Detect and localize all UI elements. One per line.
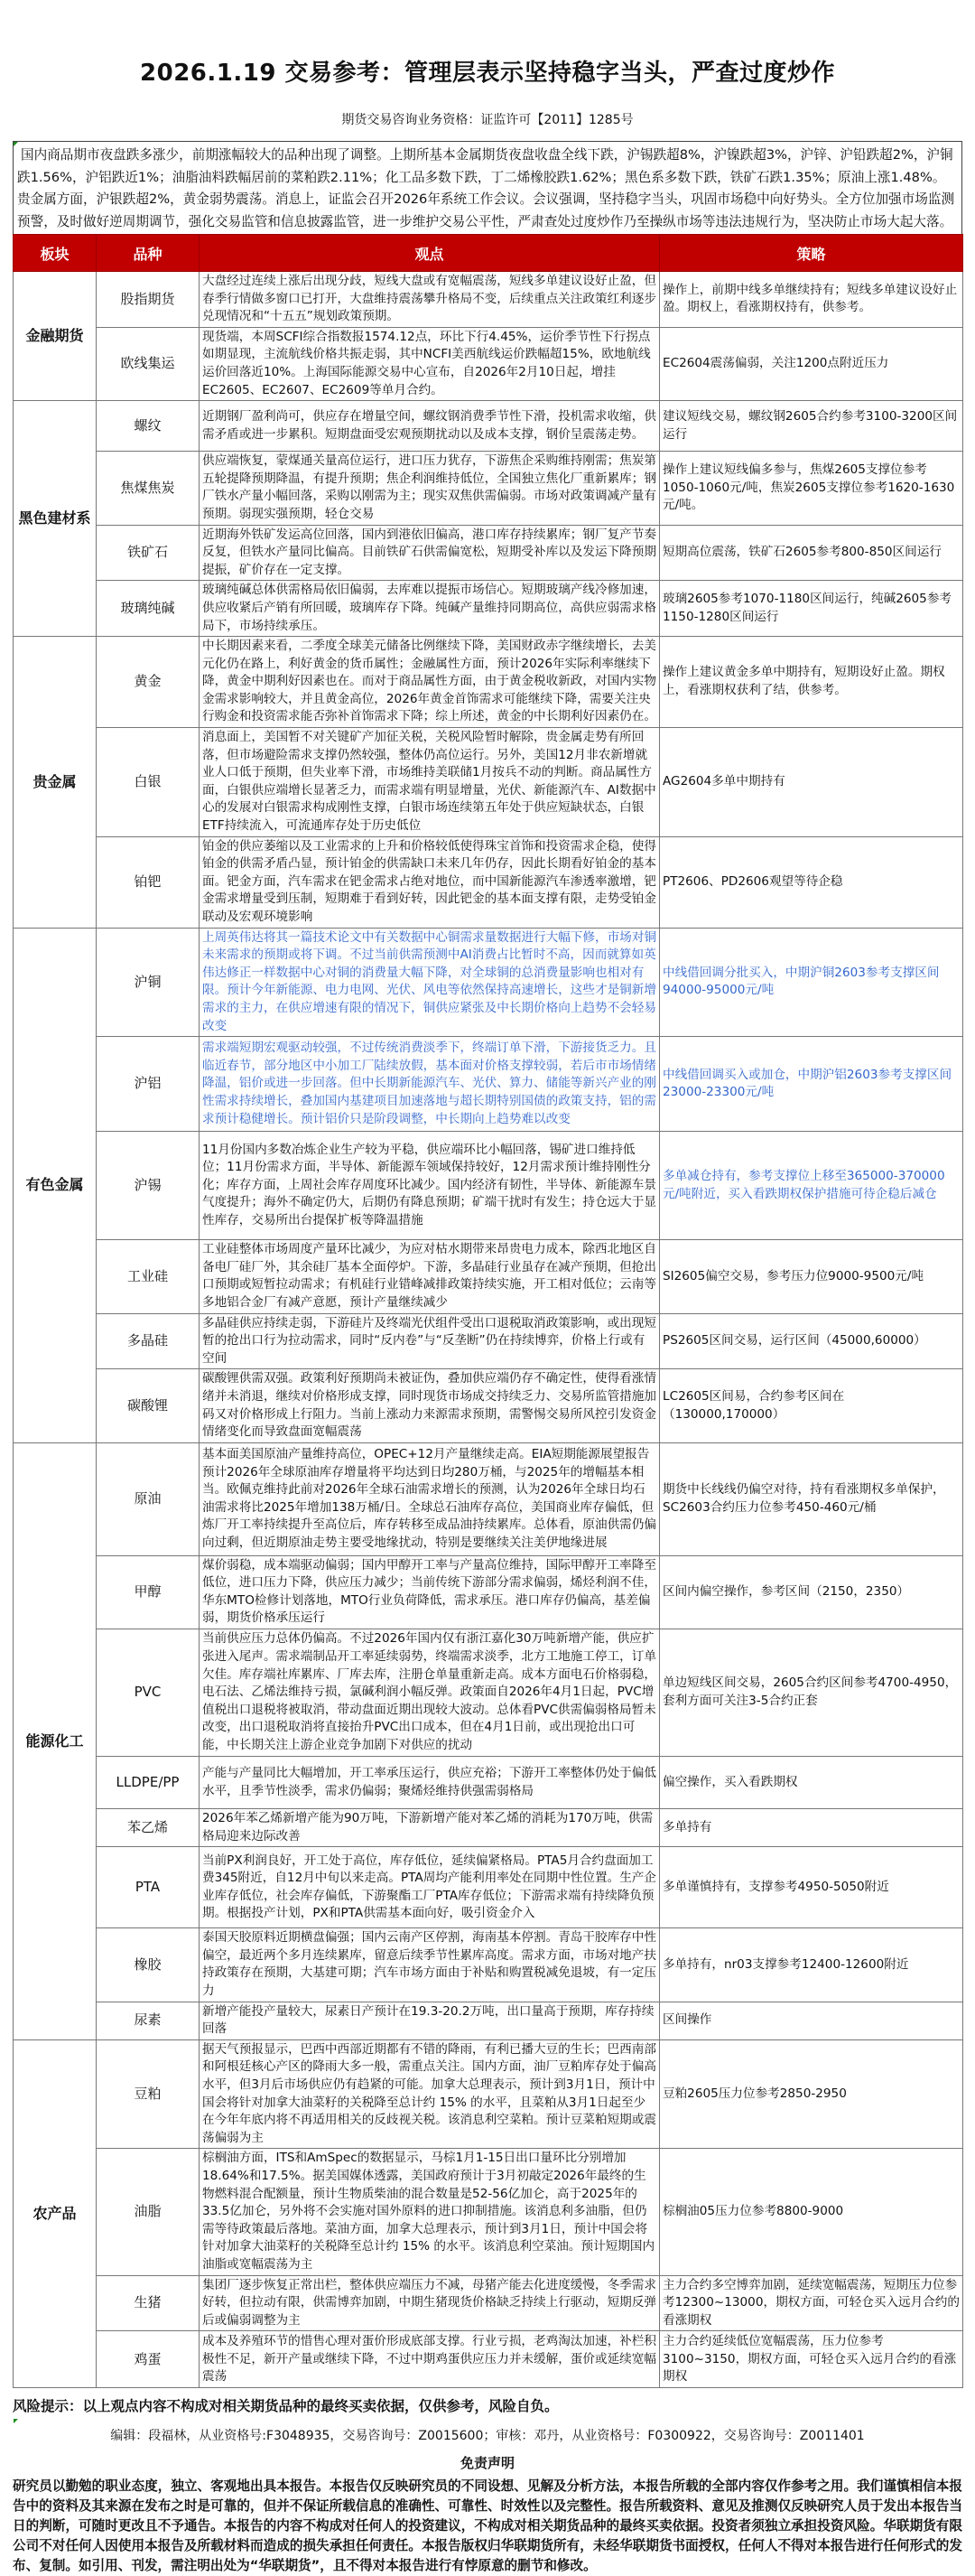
view-cell: 工业硅整体市场周度产量环比减少，为应对枯水期带来昂贵电力成本，除西北地区自备电厂硅厂外，其余硅厂基本全面停炉。下游，多晶硅行业虽存在减产预期，但抢出口预期或短暂拉动需求；有机硅行业错峰减排政策持续实施，开工相对低位；云南等多地铝合金厂有减产意愿，预计产量继续减少 [200, 1240, 660, 1313]
disclaimer-title: 免责声明 [460, 2455, 515, 2471]
strategy-cell: SI2605偏空交易，参考压力位9000-9500元/吨 [660, 1240, 963, 1313]
variety-cell: PVC [97, 1629, 200, 1757]
variety-cell: 原油 [97, 1442, 200, 1555]
variety-cell: 沪铝 [97, 1037, 200, 1132]
table-row [14, 1313, 963, 1369]
strategy-cell: EC2604震荡偏弱，关注1200点附近压力 [660, 327, 963, 400]
view-cell: 近期钢厂盈利尚可，供应存在增量空间，螺纹钢消费季节性下滑，投机需求收缩，供需矛盾或进一步累积。短期盘面受宏观预期扰动以及成本支撑，钢价呈震荡走势。 [200, 401, 660, 452]
variety-cell: 油脂 [97, 2149, 200, 2275]
table-row [14, 728, 963, 837]
variety-cell: 沪铜 [97, 928, 200, 1037]
variety-cell: 尿素 [97, 2002, 200, 2039]
variety-cell: PTA [97, 1847, 200, 1928]
view-cell: 大盘经过连续上涨后出现分歧，短线大盘或有宽幅震荡，短线多单建议设好止盈，但春季行情做多窗口已打开，大盘维持震荡攀升格局不变，后续重点关注政策红利逐步兑现情况和“十五五”规划政策预期。 [200, 272, 660, 328]
market-summary: 国内商品期市夜盘跌多涨少，前期涨幅较大的品种出现了调整。上期所基本金属期货夜盘收盘全线下跌，沪锡跌超8%，沪镍跌超3%，沪锌、沪铅跌超2%，沪铜跌1.56%，沪铝跌近1%；油脂油料跌幅居前的菜粕跌2.11%；化工品多数下跌，丁二烯橡胶跌1.62%；黑色系多数下跌，铁矿石跌1.35%；原油上涨1.48%。贵金属方面，沪银跌超2%，黄金弱势震荡。消息上，证监会召开2026年系统工作会议。会议强调，坚持稳字当头，巩固市场稳中向好势头。全方位加强市场监测预警，及时做好逆周期调节，强化交易监管和信息披露监管，进一步维护交易公平性，严肃查处过度炒作乃至操纵市场等违法违规行为，坚决防止市场大起大落。 [13, 141, 962, 235]
variety-cell: 生猪 [97, 2275, 200, 2331]
table-row [14, 637, 963, 728]
variety-cell: 黄金 [97, 637, 200, 728]
table-row [14, 1629, 963, 1757]
header-strategy: 策略 [660, 235, 963, 272]
table-row [14, 2149, 963, 2275]
header-sector: 板块 [14, 235, 97, 272]
strategy-cell: 操作上建议黄金多单中期持有，短期设好止盈。期权上，看涨期权获利了结，供参考。 [660, 637, 963, 728]
table-header-row [14, 235, 963, 272]
strategy-cell: 中线借回调分批买入，中期沪铜2603参考支撑区间94000-95000元/吨 [660, 928, 963, 1037]
sector-cell: 金融期货 [14, 272, 97, 401]
risk-notice: 风险提示：以上观点内容不构成对相关期货品种的最终买卖依据，仅供参考，风险自负。 [13, 2398, 559, 2414]
strategy-table [13, 234, 963, 2388]
view-cell: 现货端，本周SCFI综合指数报1574.12点，环比下行4.45%，运价季节性下行拐点如期显现，主流航线价格共振走弱，其中NCFI美西航线运价跌幅超15%，欧地航线运价回落近10%。上海国际能源交易中心宣布，自2026年2月10日起，增挂EC2605、EC2607、EC2609等单月合约。 [200, 327, 660, 400]
variety-cell: 铁矿石 [97, 525, 200, 581]
variety-cell: 焦煤焦炭 [97, 452, 200, 525]
variety-cell: 甲醇 [97, 1555, 200, 1629]
variety-cell: 玻璃纯碱 [97, 581, 200, 637]
variety-cell: 豆粕 [97, 2039, 200, 2149]
strategy-cell: 棕榈油05压力位参考8800-9000 [660, 2149, 963, 2275]
view-cell: 新增产能投产量较大，尿素日产预计在19.3-20.2万吨，出口量高于预期，库存持续回落 [200, 2002, 660, 2039]
view-cell: 铂金的供应萎缩以及工业需求的上升和价格较低使得珠宝首饰和投资需求企稳，使得铂金的供需矛盾凸显，预计铂金的供需缺口未来几年仍存，因此长期看好铂金的基本面。钯金方面，汽车需求在钯金需求占绝对地位，而中国新能源汽车渗透率激增，钯金需求增量受到压制，短期难于看到好转，因此钯金的基本面支撑有限，走势受铂金联动及宏观环境影响 [200, 836, 660, 928]
sector-cell: 有色金属 [14, 928, 97, 1442]
strategy-cell: 中线借回调买入或加仓，中期沪铝2603参考支撑区间23000-23300元/吨 [660, 1037, 963, 1132]
view-cell: 基本面美国原油产量维持高位，OPEC+12月产量继续走高。EIA短期能源展望报告预计2026年全球原油库存增量将平均达到日均280万桶，与2025年的增幅基本相当。欧佩克维持此前对2026年全球石油需求增长的预测，认为2026年全球日均石油需求将比2025年增加138万桶/日。全球总石油库存高位，美国商业库存偏低，但炼厂开工率持续提升至高位后，库存转移至成品油持续累库。总体看，原油供需仍偏向过剩，但近期原油走势主要受地缘扰动，特别是要继续关注美伊地缘进展 [200, 1442, 660, 1555]
variety-cell: 工业硅 [97, 1240, 200, 1313]
strategy-cell: PS2605区间交易，运行区间（45000,60000） [660, 1313, 963, 1369]
view-cell: 煤价弱稳，成本端驱动偏弱；国内甲醇开工率与产量高位维持，国际甲醇开工率降至低位，进口压力下降，供应压力减少；当前传统下游部分需求偏弱，烯烃利润不佳，华东MTO检修计划落地，MTO行业负荷降低，需求承压。港口库存仍偏高，基差偏弱，期货价格承压运行 [200, 1555, 660, 1629]
variety-cell: 白银 [97, 728, 200, 837]
sector-cell: 农产品 [14, 2039, 97, 2388]
view-cell: 当前供应压力总体仍偏高。不过2026年国内仅有浙江嘉化30万吨新增产能，供应扩张进入尾声。需求端制品开工率延续弱势，终端需求淡季，北方工地施工停工，订单欠佳。库存端社库累库、厂库去库，注册仓单量重新走高。成本方面电石价格弱稳，电石法、乙烯法维持亏损，氯碱利润小幅反弹。政策面自2026年4月1日起，PVC增值税出口退税将被取消，带动盘面近期出现较大波动。总体看PVC供需偏弱格局暂未改变，出口退税取消将直接抬升PVC出口成本，但在4月1日前，或出现抢出口可能，中长期关注上游企业竞争加剧下对供应的扰动 [200, 1629, 660, 1757]
table-row [14, 1369, 963, 1442]
strategy-cell: LC2605区间易，合约参考区间在（130000,170000） [660, 1369, 963, 1442]
table-row [14, 1132, 963, 1240]
view-cell: 多晶硅供应持续走弱，下游硅片及终端光伏组件受出口退税取消政策影响，或出现短暂的抢出口行为拉动需求，同时“反内卷”与“反垄断”仍在持续博弈，价格上行或有空间 [200, 1313, 660, 1369]
view-cell: 成本及养殖环节的惜售心理对蛋价形成底部支撑。行业亏损，老鸡淘汰加速，补栏积极性不足，新开产量或继续下降，不过中期鸡蛋供应压力并未缓解，蛋价或延续宽幅震荡 [200, 2331, 660, 2388]
view-cell: 上周英伟达将其一篇技术论文中有关数据中心铜需求量数据进行大幅下修，市场对铜未来需求的预期或将下调。不过当前供需预测中AI消费占比暂时不高，因而就算如英伟达修正一样数据中心对铜的消费量大幅下降，对全球铜的总消费量影响也相对有限。预计今年新能源、电力电网、光伏、风电等依然保持高速增长，这些才是铜新增需求的主力，在供应增速有限的情况下，铜供应紧张及中长期价格向上趋势不会轻易改变 [200, 928, 660, 1037]
variety-cell: 沪锡 [97, 1132, 200, 1240]
strategy-cell: 区间操作 [660, 2002, 963, 2039]
sector-cell: 黑色建材系 [14, 401, 97, 637]
variety-cell: 欧线集运 [97, 327, 200, 400]
strategy-cell: 玻璃2605参考1070-1180区间运行，纯碱2605参考1150-1280区间运行 [660, 581, 963, 637]
view-cell: 消息面上，美国暂不对关键矿产加征关税，关税风险暂时解除，贵金属走势有所回落，但市场避险需求支撑仍然较强，整体仍高位运行。另外，美国12月非农新增就业人口低于预期，但失业率下滑，市场维持美联储1月按兵不动的判断。商品属性方面，白银供应端增长显著乏力，而需求端有明显增量，光伏、新能源汽车、AI数据中心的发展对白银需求构成刚性支撑，白银市场连续第五年处于供应短缺状态，白银ETF持续流入，可流通库存处于历史低位 [200, 728, 660, 837]
table-row [14, 581, 963, 637]
table-row [14, 401, 963, 452]
table-row [14, 327, 963, 400]
variety-cell: 苯乙烯 [97, 1809, 200, 1847]
editor-line: 编辑：段福林，从业资格号:F3048935，交易咨询号：Z0015600；审核：邓丹，从业资格号：F0300922，交易咨询号：Z0011401 [110, 2429, 865, 2443]
table-row [14, 1809, 963, 1847]
strategy-cell: PT2606、PD2606观望等待企稳 [660, 836, 963, 928]
variety-cell: 多晶硅 [97, 1313, 200, 1369]
strategy-cell: 区间内偏空操作，参考区间（2150，2350） [660, 1555, 963, 1629]
page-title: 2026.1.19 交易参考：管理层表示坚持稳字当头，严查过度炒作 [140, 60, 835, 87]
view-cell: 需求端短期宏观驱动较强，不过传统消费淡季下，终端订单下滑，下游接货乏力。且临近春节，部分地区中小加工厂陆续放假，基本面对价格支撑较弱，若后市市场情绪降温，铝价或进一步回落。但中长期新能源汽车、光伏、算力、储能等新兴产业的刚性需求持续增长，叠加国内基建项目加速落地与超长期特别国债的政策支持，铝的需求预计稳健增长。预计铝价只是阶段调整，中长期向上趋势难以改变 [200, 1037, 660, 1132]
view-cell: 11月份国内多数冶炼企业生产较为平稳，供应端环比小幅回落，锡矿进口维持低位；11月份需求方面，半导体、新能源车领域保持较好，12月需求预计维持刚性分化；库存方面，上周社会库存周度环比减少。国内经济有韧性，半导体、新能源车景气度提升；海外不确定仍大，后期仍有降息预期；矿端干扰时有发生；持仓远大于显性库存，交易所出台提保扩板等降温措施 [200, 1132, 660, 1240]
view-cell: 近期海外铁矿发运高位回落，国内到港依旧偏高，港口库存持续累库；钢厂复产节奏反复，但铁水产量同比偏高。目前铁矿石供需偏宽松，短期受补库以及发运下降预期提振，矿价存在一定支撑。 [200, 525, 660, 581]
table-row [14, 525, 963, 581]
table-row [14, 272, 963, 328]
view-cell: 产能与产量同比大幅增加，开工率承压运行，供应充裕；下游开工率整体仍处于偏低水平，且季节性淡季，需求仍偏弱；聚烯烃维持供强需弱格局 [200, 1757, 660, 1809]
strategy-cell: 建议短线交易，螺纹钢2605合约参考3100-3200区间运行 [660, 401, 963, 452]
variety-cell: 鸡蛋 [97, 2331, 200, 2388]
variety-cell: 橡胶 [97, 1928, 200, 2002]
variety-cell: 股指期货 [97, 272, 200, 328]
sector-cell: 能源化工 [14, 1442, 97, 2039]
variety-cell: 铂钯 [97, 836, 200, 928]
variety-cell: LLDPE/PP [97, 1757, 200, 1809]
header-view: 观点 [200, 235, 660, 272]
view-cell: 棕榈油方面，ITS和AmSpec的数据显示，马棕1月1-15日出口量环比分别增加18.64%和17.5%。据美国媒体透露，美国政府预计于3月初敲定2026年最终的生物燃料混合配额量，预计生物质柴油的混合数量是52-56亿加仑，高于2025年的33.5亿加仑，另外将不会实施对国外原料的进口抑制措施。该消息利多油脂，但仍需等待政策最后落地。菜油方面，加拿大总理表示，预计到3月1日，预计中国会将针对加拿大油菜籽的关税降至总计约 15% 的水平。该消息利空菜油。预计短期国内油脂或宽幅震荡为主 [200, 2149, 660, 2275]
strategy-cell: 期货中长线线仍偏空对待，持有看涨期权多单保护，SC2603合约压力位参考450-460元/桶 [660, 1442, 963, 1555]
header-variety: 品种 [97, 235, 200, 272]
strategy-cell: 多单持有，nr03支撑参考12400-12600附近 [660, 1928, 963, 2002]
cell-comment-marker [14, 142, 18, 146]
view-cell: 玻璃纯碱总体供需格局依旧偏弱，去库难以提振市场信心。短期玻璃产线冷修加速，供应收紧后产销有所回暖，玻璃库存下降。纯碱产量维持同期高位，高供应弱需求格局下，市场持续承压。 [200, 581, 660, 637]
strategy-cell: 单边短线区间交易，2605合约区间参考4700-4950，套利方面可关注3-5合约正套 [660, 1629, 963, 1757]
disclaimer-body: 研究员以勤勉的职业态度，独立、客观地出具本报告。本报告仅反映研究员的不同设想、见解及分析方法，本报告所载的全部内容仅作参考之用。我们谨慎相信本报告中的资料及其来源在发布之时是可靠的，但并不保证所载信息的准确性、可靠性、时效性以及完整性。报告所载资料、意见及推测仅反映研究人员于发出本报告当日的判断，可随时更改且不予通告。本报告的内容不构成对任何人的投资建议，不构成对相关期货品种的最终买卖依据。投资者须独立承担投资风险。华联期货有限公司不对任何人因使用本报告及所载材料而造成的损失承担任何责任。本报告版权归华联期货所有，未经华联期货书面授权，任何人不得对本报告进行任何形式的发布、复制。如引用、刊发，需注明出处为“华联期货”，且不得对本报告进行有悖原意的删节和修改。 [13, 2478, 962, 2573]
view-cell: 集团厂逐步恢复正常出栏，整体供应端压力不减，母猪产能去化进度缓慢，冬季需求好转，但拉动有限，供需博弈加剧，中期生猪现货价格缺乏持续上行驱动，短期反弹后或偏弱调整为主 [200, 2275, 660, 2331]
sector-cell: 贵金属 [14, 637, 97, 929]
variety-cell: 碳酸锂 [97, 1369, 200, 1442]
table-row [14, 1037, 963, 1132]
table-row [14, 2275, 963, 2331]
table-row [14, 836, 963, 928]
strategy-cell: 偏空操作，买入看跌期权 [660, 1757, 963, 1809]
view-cell: 中长期因素来看，二季度全球美元储备比例继续下降，美国财政赤字继续增长，去美元化仍在路上，利好黄金的货币属性；金融属性方面，预计2026年实际利率继续下降，黄金中期利好因素也在。而对于商品属性方面，由于黄金税收新政，对国内实物金需求影响较大，并且黄金高位，2026年黄金首饰需求可能继续下降，需要关注央行购金和投资需求能否弥补首饰需求下降；综上所述，黄金的中长期利好因素仍在。 [200, 637, 660, 728]
strategy-cell: 主力合约延续低位宽幅震荡，压力位参考3100~3150，期权方面，可轻仓买入远月合约的看涨期权 [660, 2331, 963, 2388]
strategy-cell: 主力合约多空博弈加剧，延续宽幅震荡，短期压力位参考12300~13000，期权方面，可轻仓买入远月合约的看涨期权 [660, 2275, 963, 2331]
strategy-cell: 短期高位震荡，铁矿石2605参考800-850区间运行 [660, 525, 963, 581]
variety-cell: 螺纹 [97, 401, 200, 452]
table-row [14, 2002, 963, 2039]
strategy-cell: AG2604多单中期持有 [660, 728, 963, 837]
table-row [14, 1442, 963, 1555]
license-line: 期货交易咨询业务资格：证监许可【2011】1285号 [341, 113, 634, 127]
table-row [14, 1847, 963, 1928]
strategy-cell: 豆粕2605压力位参考2850-2950 [660, 2039, 963, 2149]
view-cell: 供应端恢复，蒙煤通关量高位运行，进口压力犹存，下游焦企采购维持刚需；焦炭第五轮提降预期降温，有提升预期；焦企利润维持低位，全国独立焦化厂重新累库；钢厂铁水产量小幅回落，采购以刚需为主；现实双焦供需偏弱。市场对政策调减产量有预期。弱现实强预期，轻仓交易 [200, 452, 660, 525]
view-cell: 当前PX利润良好，开工处于高位，库存低位，延续偏紧格局。PTA5月合约盘面加工费345附近，自12月中旬以来走高。PTA周均产能利用率处在同期中性位置。生产企业库存低位，社会库存偏低，下游聚酯工厂PTA库存低位；下游需求端有持续降负预期。根据投产计划，PX和PTA供需基本面向好，吸引资金介入 [200, 1847, 660, 1928]
view-cell: 据天气预报显示，巴西中西部近期都有不错的降雨，有利已播大豆的生长；巴西南部和阿根廷核心产区的降雨大多一般，需重点关注。国内方面，油厂豆粕库存处于偏高水平，但3月后市场供应仍有趋紧的可能。加拿大总理表示，预计到3月1日，预计中国会将针对加拿大油菜籽的关税降至总计约 15% 的水平，且菜粕从3月1日起至少在今年年底内将不再适用相关的反歧视关税。该消息利空菜粕。预计豆菜粕短期或震荡偏弱为主 [200, 2039, 660, 2149]
strategy-cell: 多单减仓持有，参考支撑位上移至365000-370000元/吨附近，买入看跌期权保护措施可待企稳后减仓 [660, 1132, 963, 1240]
table-row [14, 1757, 963, 1809]
table-row [14, 452, 963, 525]
table-row [14, 2039, 963, 2149]
table-row [14, 1555, 963, 1629]
table-row [14, 928, 963, 1037]
view-cell: 2026年苯乙烯新增产能为90万吨，下游新增产能对苯乙烯的消耗为170万吨，供需格局迎来边际改善 [200, 1809, 660, 1847]
view-cell: 碳酸锂供需双强。政策利好预期尚未被证伪，叠加供应端仍存不确定性，使得看涨情绪并未消退，继续对价格形成支撑，同时现货市场成交持续乏力、交易所监管措施加码又对价格形成上行阻力。当前上涨动力来源需求预期，需警惕交易所风控引发资金情绪变化而导致盘面宽幅震荡 [200, 1369, 660, 1442]
strategy-cell: 多单持有 [660, 1809, 963, 1847]
table-row [14, 1928, 963, 2002]
view-cell: 泰国天胶原料近期横盘偏强；国内云南产区停割，海南基本停割。青岛干胶库存中性偏空，最近两个多月连续累库，留意后续季节性累库高度。需求方面，市场对地产扶持政策存在预期，大基建可期；汽车市场方面由于补贴和购置税减免退坡，有一定压力 [200, 1928, 660, 2002]
strategy-cell: 操作上建议短线偏多参与，焦煤2605支撑位参考1050-1060元/吨，焦炭2605支撑位参考1620-1630元/吨。 [660, 452, 963, 525]
strategy-cell: 操作上，前期中线多单继续持有；短线多单建议设好止盈。期权上，看涨期权持有，供参考。 [660, 272, 963, 328]
table-row [14, 1240, 963, 1313]
table-row [14, 2331, 963, 2388]
cell-comment-marker [14, 2419, 18, 2423]
strategy-cell: 多单谨慎持有，支撑参考4950-5050附近 [660, 1847, 963, 1928]
